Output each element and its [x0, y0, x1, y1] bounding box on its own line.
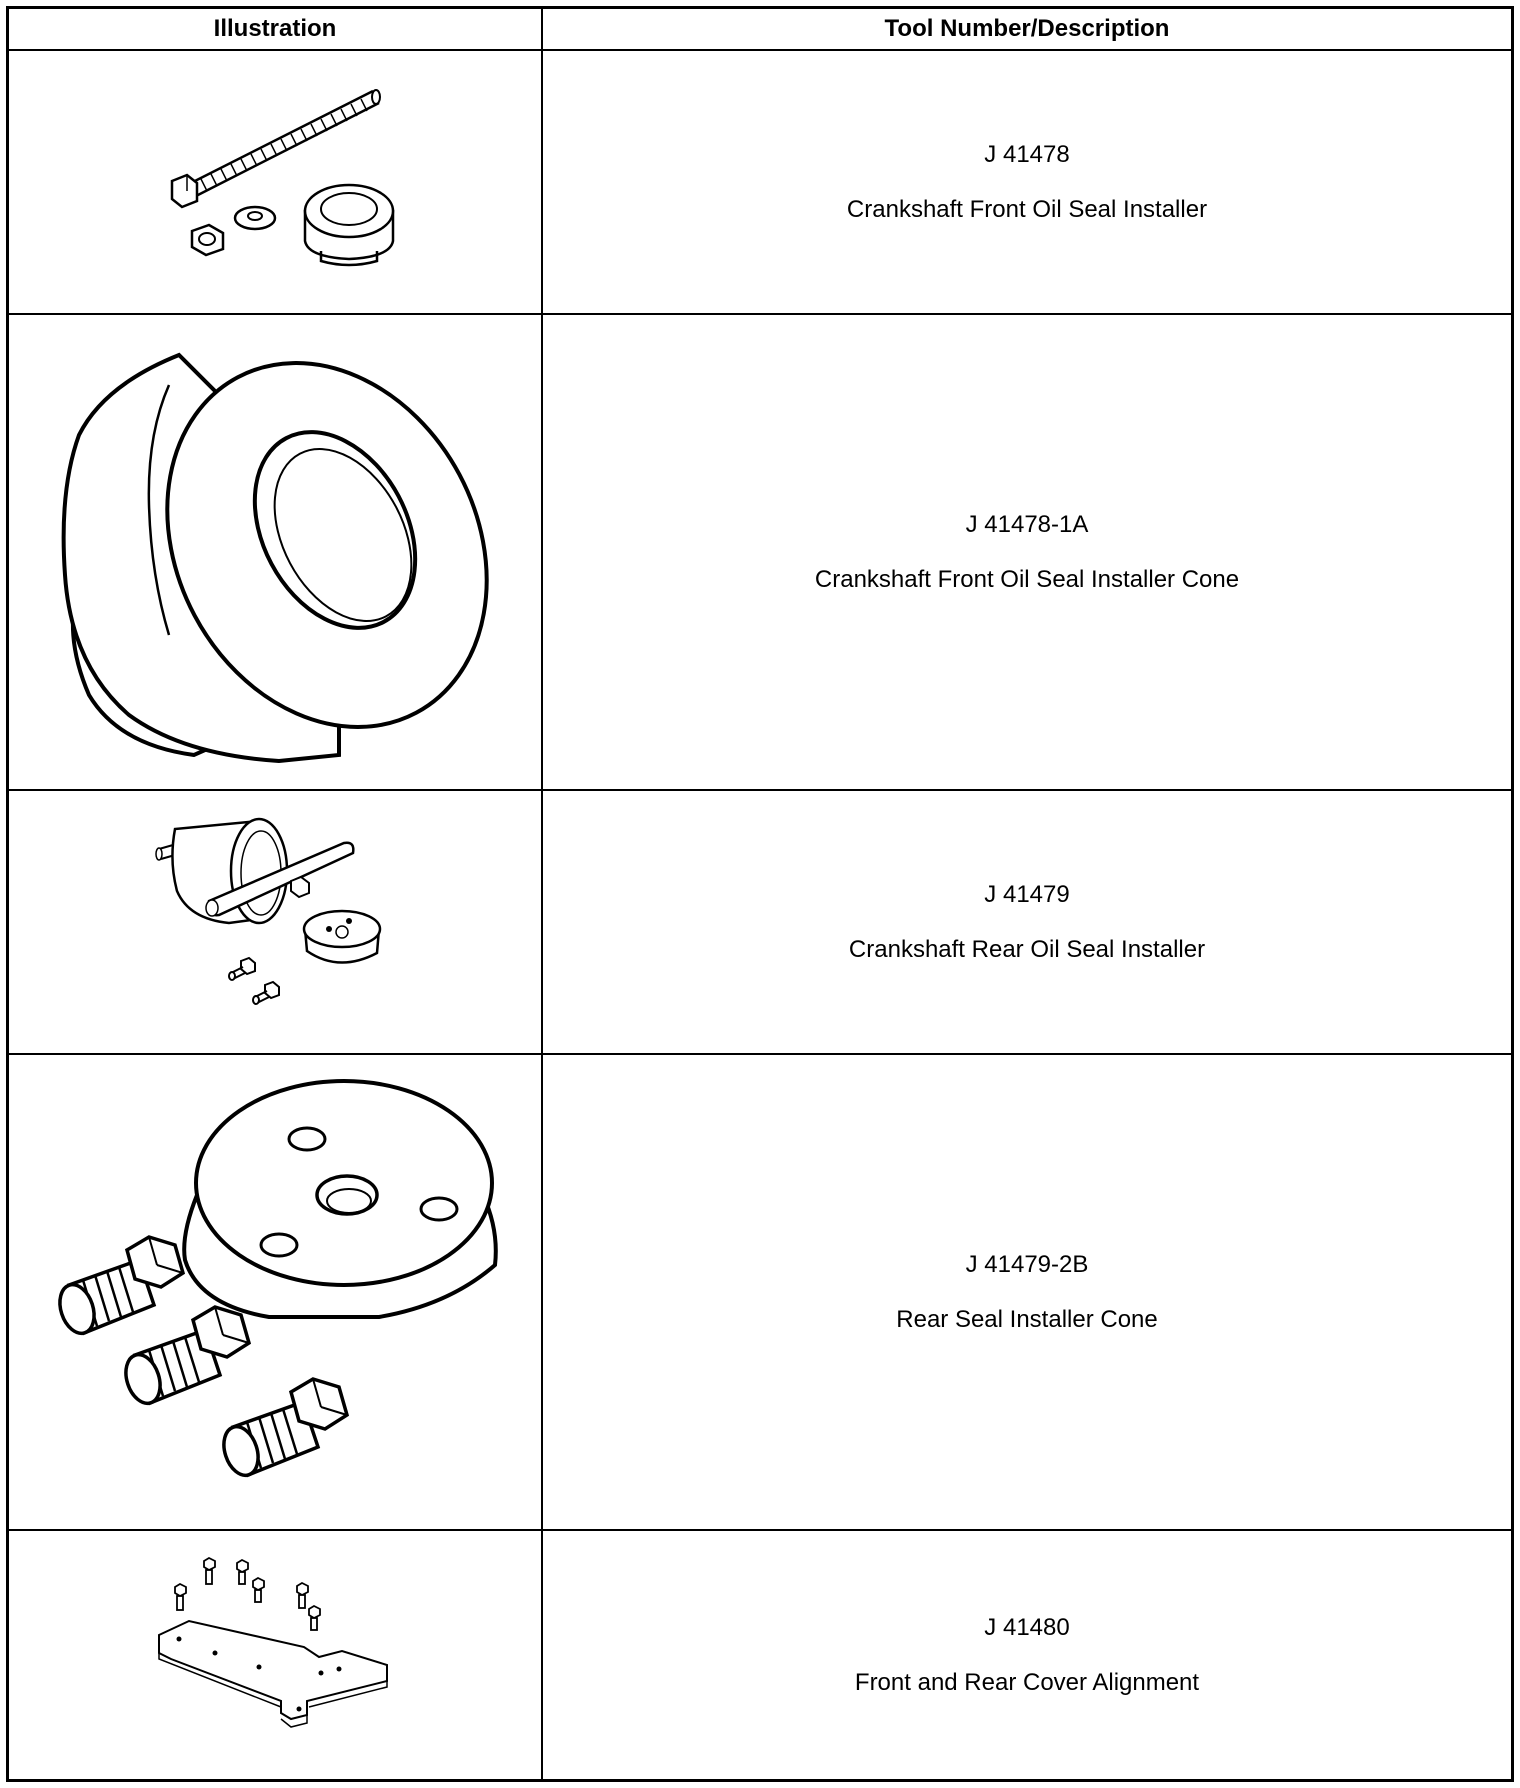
- table-row: [9, 1055, 1511, 1531]
- tool-info-cell: [543, 791, 1511, 1053]
- bolt-nut-washer-installer-icon: [9, 51, 541, 313]
- table-row: [9, 791, 1511, 1055]
- tool-number: J 41478: [984, 140, 1070, 168]
- tool-info-cell: [543, 315, 1511, 789]
- table-row: [9, 1531, 1511, 1779]
- illustration-cell: [9, 1055, 543, 1529]
- tool-description: Rear Seal Installer Cone: [896, 1305, 1158, 1333]
- table-header-row: [9, 9, 1511, 51]
- tool-number: J 41478-1A: [965, 510, 1089, 538]
- illustration-cell: [9, 315, 543, 789]
- installer-cone-icon: [9, 315, 541, 789]
- tool-number: J 41479: [984, 880, 1070, 908]
- tool-description: Front and Rear Cover Alignment: [854, 1668, 1200, 1696]
- table-row: [9, 315, 1511, 791]
- tool-header-label: Tool Number/Description: [884, 15, 1170, 42]
- tool-number: J 41479-2B: [965, 1250, 1089, 1278]
- tool-number: J 41480: [984, 1613, 1070, 1641]
- tool-description: Crankshaft Front Oil Seal Installer: [846, 195, 1208, 223]
- tool-info-cell: [543, 1531, 1511, 1779]
- tool-description: Crankshaft Rear Oil Seal Installer: [848, 935, 1206, 963]
- illustration-cell: [9, 51, 543, 313]
- tool-info-cell: [543, 51, 1511, 313]
- illustration-header-label: Illustration: [213, 15, 337, 42]
- illustration-column-header: [9, 9, 543, 49]
- rear-seal-installer-kit-icon: [9, 791, 541, 1053]
- illustration-cell: [9, 1531, 543, 1779]
- illustration-cell: [9, 791, 543, 1053]
- alignment-plate-and-bolts-icon: [9, 1531, 541, 1777]
- tool-column-header: [543, 9, 1511, 49]
- rear-cone-and-bolts-icon: [9, 1055, 541, 1529]
- tool-description: Crankshaft Front Oil Seal Installer Cone: [814, 565, 1240, 593]
- tool-info-cell: [543, 1055, 1511, 1529]
- table-row: [9, 51, 1511, 315]
- special-tools-table: [6, 6, 1514, 1782]
